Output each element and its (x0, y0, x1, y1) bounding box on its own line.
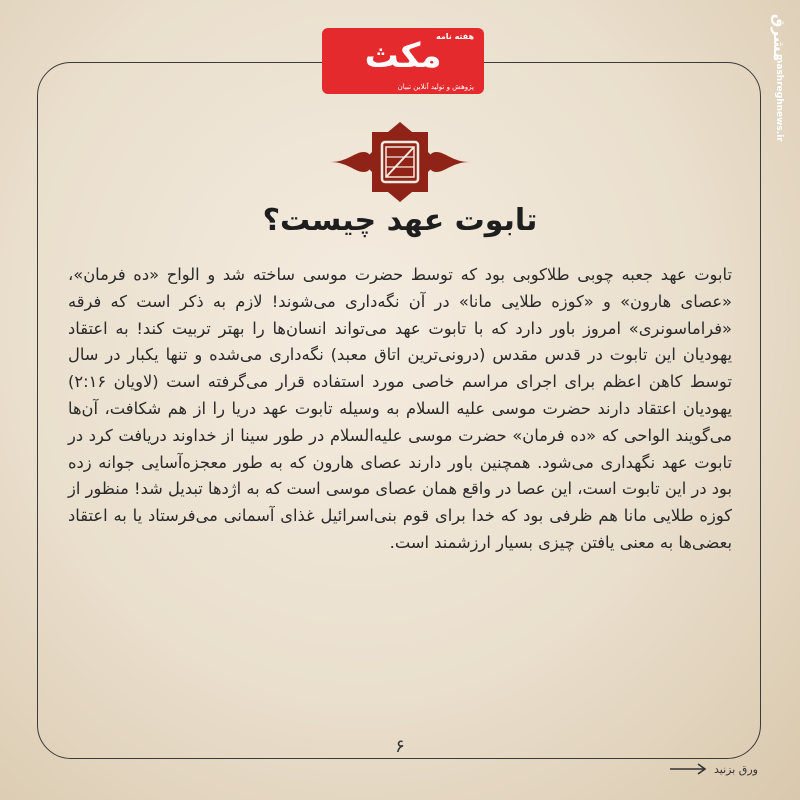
mashregh-watermark (758, 14, 788, 142)
page-title: تابوت عهد چیست؟ (262, 203, 538, 238)
magazine-logo (322, 28, 484, 94)
page-number: ۶ (395, 736, 405, 757)
ark-crate-icon (330, 122, 470, 202)
arrow-right-icon (668, 763, 708, 775)
side-logo-name: مشرق (770, 14, 788, 62)
logo-top-text: هفته نامه (435, 32, 474, 41)
article-body: تابوت عهد جعبه چوبی طلاکوبی بود که توسط حضرت موسی ساخته شد و الواح «ده فرمان»، «عصای هارون» و «کوزه طلایی مانا» در آن نگه‌داری می‌شوند! لازم به ذکر است که فرقه «فراماسونری» امروز باور دارد که با تابوت عهد می‌تواند انسان‌ها را بهتر تربیت کند! به اعتقاد یهودیان این تابوت در قدس مقدس (درونی‌ترین اتاق معبد) نگه‌داری می‌شده و تنها یکبار در سال توسط کاهن اعظم برای اجرای مراسم خاصی مورد استفاده قرار می‌گرفته است (لاویان ۲:۱۶) یهودیان اعتقاد دارند حضرت موسی علیه السلام به وسیله تابوت عهد دریا را از هم شکافت، آن‌ها می‌گویند الواحی که «ده فرمان» حضرت موسی علیه‌السلام در طور سینا از خداوند دریافت کرد در تابوت عهد نگهداری می‌شود. همچنین باور دارند عصای هارون که به طور معجزه‌آسایی جوانه زده بود در این تابوت است، این عصا در واقع همان عصای موسی است که به اژدها تبدیل شد! منظور از کوزه طلایی مانا هم ظرفی بود که خدا برای قوم بنی‌اسرائیل غذای آسمانی می‌فرستاد یا به اعتقاد بعضی‌ها به معنی یافتن چیزی بسیار ارزشمند است. (68, 265, 732, 552)
logo-name: مکث (364, 36, 442, 76)
turn-page-label: ورق بزنید (714, 762, 758, 776)
side-logo-url: mashreghnews.ir (774, 54, 784, 142)
logo-tagline: پژوهش و تولید آنلاین تبیان (397, 83, 474, 91)
turn-page-link[interactable] (668, 760, 758, 778)
